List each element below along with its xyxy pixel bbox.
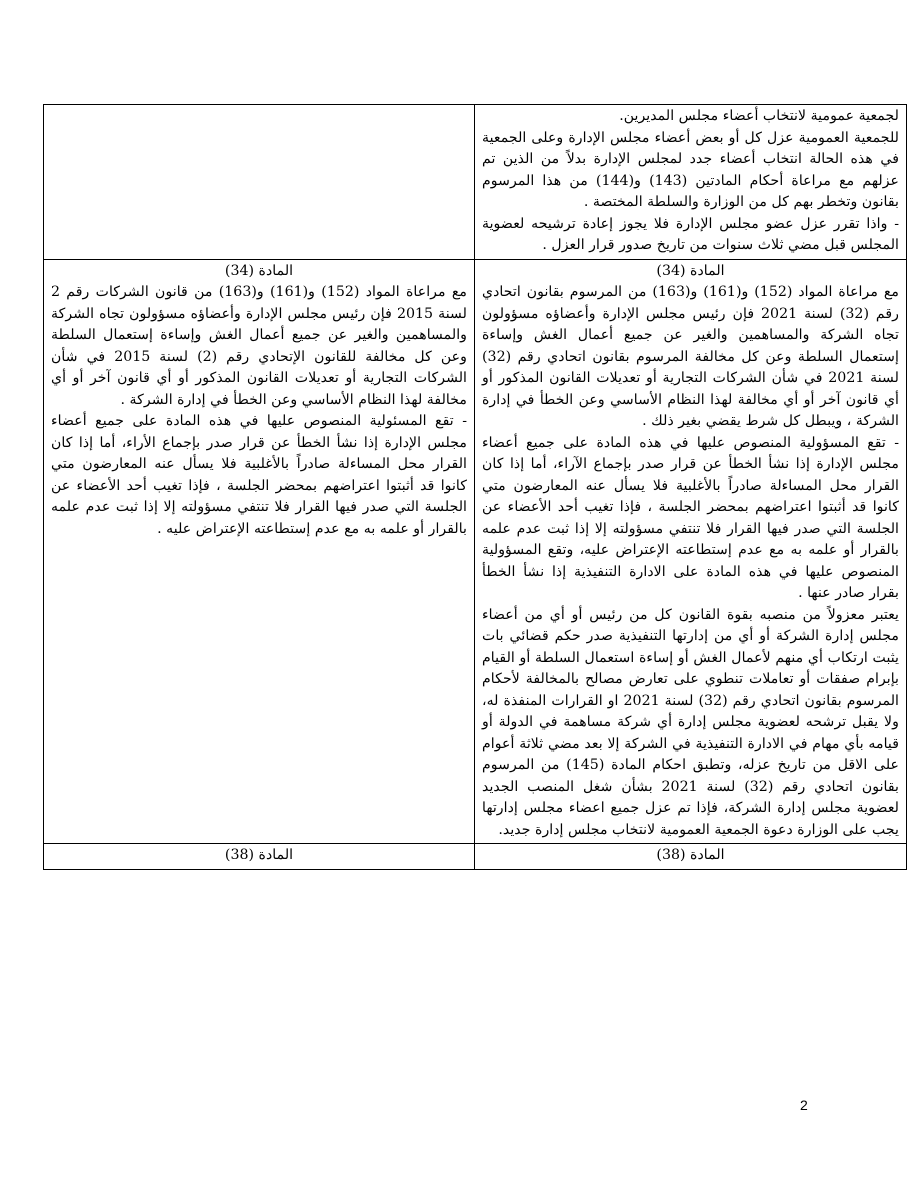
empty-cell xyxy=(51,106,467,116)
paragraph: - تقع المسؤولية المنصوص عليها في هذه المادة على جميع أعضاء مجلس الإدارة إذا نشأ الخطأ عن قرار صدر بإجماع الآراء، أما إذا كان القرار محل المساءلة صادراً بالأغلبية فلا يسأل عنه المعارضون متي كانوا قد أثبتوا اعتراضهم بمحضر الجلسة ، فإذا تغيب أحد الأعضاء عن الجلسة التي صدر فيها القرار فلا تنتفي مسؤولته إلا إذا ثبت عدم علمه بالقرار أو علمه به مع عدم إستطاعته الإعتراض عليه، وتقع المسؤولية المنصوص عليها في هذه المادة على الادارة التنفيذية إذا نشأ الخطأ بقرار صادر عنها . xyxy=(482,434,899,601)
table-cell-left xyxy=(44,259,475,844)
comparison-table xyxy=(43,104,907,870)
table-row xyxy=(44,844,907,870)
table-cell-right xyxy=(475,105,907,260)
article-heading: المادة (34) xyxy=(656,262,725,279)
article-heading: المادة (34) xyxy=(224,262,294,279)
table-cell-right xyxy=(475,844,907,870)
paragraph: مع مراعاة المواد (152) و(161) و(163) من المرسوم بقانون اتحادي رقم (32) لسنة 2021 فإن رئيس مجلس الإدارة وأعضاؤه مسؤولون تجاه الشركة والمساهمين والغير عن جميع أعمال الغش وإساءة إستعمال السلطة وعن كل مخالفة المرسوم بقانون اتحادي رقم (32) لسنة 2021 في شأن الشركات التجارية أو تعديلات القانون المذكور أو أي قانون آخر أو أي مخالفة لهذا النظام الأساسي وعن الخطأ في إدارة الشركة ، ويبطل كل شرط يقضي بغير ذلك . xyxy=(482,284,900,429)
article-heading: المادة (38) xyxy=(656,847,725,863)
table-cell-right xyxy=(475,259,907,844)
paragraph: مع مراعاة المواد (152) و(161) و(163) من قانون الشركات رقم 2 لسنة 2015 فإن رئيس مجلس الإدارة وأعضاؤه مسؤولون تجاه الشركة والمساهمين والغير عن جميع أعمال الغش وإساءة إستعمال السلطة وعن كل مخالفة للقانون الإتحادي رقم (2) لسنة 2015 في شأن الشركات التجارية أو تعديلات القانون المذكور أو أي قانون آخر أو أي مخالفة لهذا النظام الأساسي وعن الخطأ في إدارة الشركة . xyxy=(51,284,468,408)
paragraph: لجمعية عمومية لانتخاب أعضاء مجلس المديرين. للجمعية العمومية عزل كل أو بعض أعضاء مجلس الإدارة وعلى الجمعية في هذه الحالة انتخاب أعضاء جدد لمجلس الإدارة بدلاً من الذين تم عزلهم مع مراعاة أحكام المادتين (143) و(144) من هذا المرسوم بقانون وتخطر بهم كل من الوزارة والسلطة المختصة . xyxy=(482,108,899,210)
paragraph: - واذا تقرر عزل عضو مجلس الإدارة فلا يجوز إعادة ترشيحه لعضوية المجلس قبل مضي ثلاث سنوات من تاريخ صدور قرار العزل . xyxy=(482,215,899,253)
table-row xyxy=(44,259,907,844)
paragraph: - تقع المسئولية المنصوص عليها في هذه المادة على جميع أعضاء مجلس الإدارة إذا نشأ الخطأ عن قرار صدر بإجماع الأراء، أما إذا كان القرار محل المساءلة صادراً بالأغلبية فلا يسأل عنه المعارضون متي كانوا قد أثبتوا اعتراضهم بمحضر الجلسة ، فإذا تغيب أحد الأعضاء عن الجلسة التي صدر فيها القرار فلا تنتفي مسؤولته إلا إذا ثبت عدم علمه بالقرار أو علمه به مع عدم إستطاعته الإعتراض عليه . xyxy=(51,413,467,537)
table-row xyxy=(44,105,907,260)
page-number: 2 xyxy=(800,1097,808,1113)
table-cell-left xyxy=(44,105,475,260)
paragraph: يعتبر معزولاً من منصبه بقوة القانون كل من رئيس أو أي من أعضاء مجلس إدارة الشركة أو أي من إدارتها التنفيذية صدر حكم قضائي بات يثبت ارتكاب أي منهم لأعمال الغش أو إساءة استعمال السلطة أو القيام بإبرام صفقات أو تعاملات تنطوي على تعارض مصالح بالمخالفة لأحكام المرسوم بقانون اتحادي رقم (32) لسنة 2021 او القرارات المنفذة له، ولا يقبل ترشحه لعضوية مجلس إدارة أي شركة مساهمة في الدولة أو قيامه بأي مهام في الادارة التنفيذية في الشركة إلا بعد مضي ثلاثة أعوام على الاقل من تاريخ عزله، وتطبق احكام المادة (145) من المرسوم بقانون اتحادي رقم (32) لسنة 2021 بشأن شغل المنصب الجديد لعضوية مجلس إدارة الشركة، فإذا تم عزل جميع اعضاء مجلس إدارتها يجب على الوزارة دعوة الجمعية العمومية لانتخاب مجلس إدارة جديد. xyxy=(482,606,899,838)
table-cell-left xyxy=(44,844,475,870)
article-heading: المادة (38) xyxy=(224,847,294,863)
